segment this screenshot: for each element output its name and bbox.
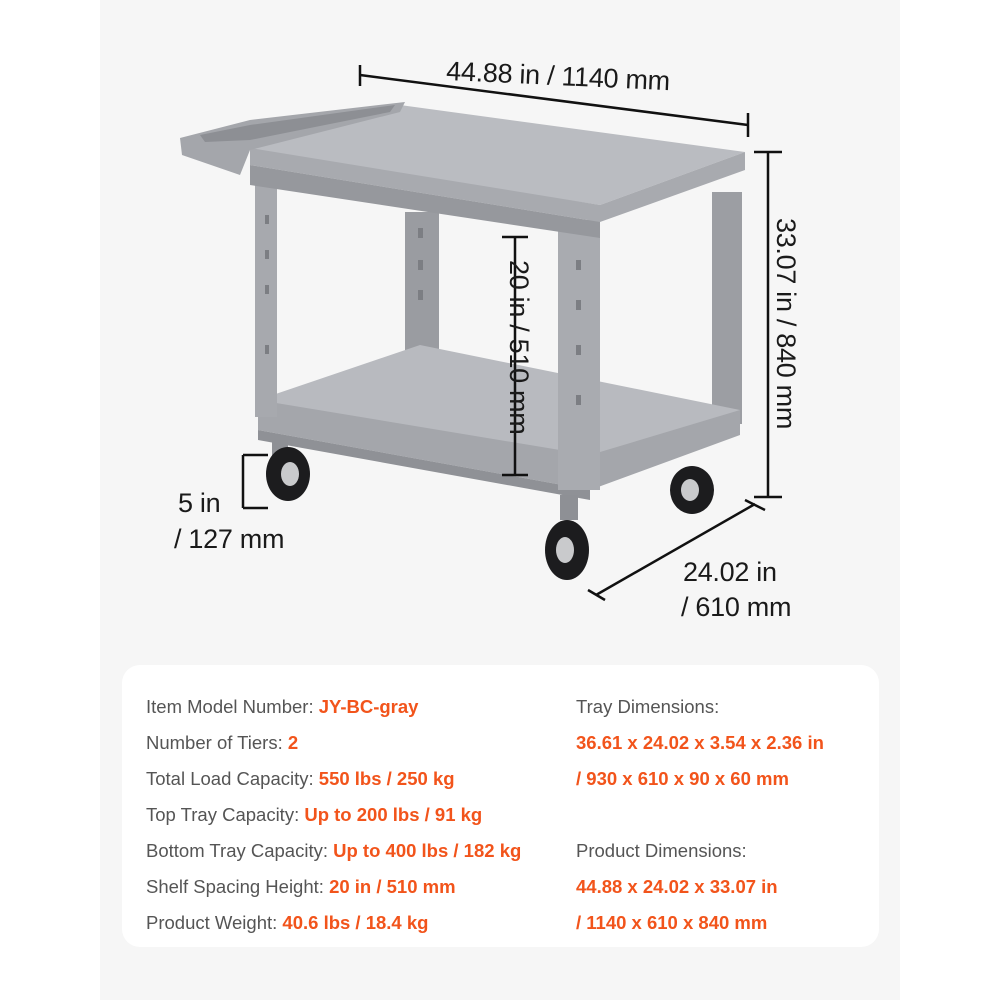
spec-shelf-spacing	[146, 876, 456, 898]
spec-tray-dimensions-line2: / 930 x 610 x 90 x 60 mm	[576, 768, 789, 789]
spec-tiers-value: 2	[287, 732, 299, 753]
spec-tray-dimensions-line1: 36.61 x 24.02 x 3.54 x 2.36 in	[576, 732, 824, 753]
spec-product-dimensions-line1: 44.88 x 24.02 x 33.07 in	[576, 876, 778, 897]
spec-model-value: JY-BC-gray	[318, 696, 419, 717]
spec-model-label: Item Model Number:	[146, 696, 314, 717]
spec-weight-label: Product Weight:	[146, 912, 278, 933]
depth-dimension-label-line2: / 610 mm	[681, 592, 792, 622]
spec-bottom-tray	[146, 840, 521, 862]
spec-shelf-spacing-label: Shelf Spacing Height:	[146, 876, 324, 897]
wheel-front-right	[545, 495, 589, 580]
depth-dimension-label-line1: 24.02 in	[683, 557, 777, 587]
wheel-dimension-label-line1: 5 in	[178, 488, 221, 518]
spec-top-tray-label: Top Tray Capacity:	[146, 804, 300, 825]
shelf-spacing-dimension-label: 20 in / 510 mm	[504, 260, 534, 435]
spec-total-load-label: Total Load Capacity:	[146, 768, 314, 789]
wheel-front-left	[266, 440, 310, 501]
spec-bottom-tray-label: Bottom Tray Capacity:	[146, 840, 328, 861]
wheel-dimension-label-line2: / 127 mm	[174, 524, 285, 554]
spec-weight	[146, 912, 428, 934]
height-dimension-label: 33.07 in / 840 mm	[771, 218, 801, 430]
rear-right-post	[712, 192, 742, 424]
width-dimension-label: 44.88 in / 1140 mm	[445, 56, 671, 97]
spec-top-tray-value: Up to 200 lbs / 91 kg	[304, 804, 483, 825]
spec-shelf-spacing-value: 20 in / 510 mm	[329, 876, 456, 897]
spec-product-dimensions-label: Product Dimensions:	[576, 840, 747, 861]
spec-tray-dimensions-label: Tray Dimensions:	[576, 696, 720, 717]
spec-total-load-value: 550 lbs / 250 kg	[318, 768, 455, 789]
spec-tiers	[146, 732, 298, 754]
spec-product-dimensions-line2: / 1140 x 610 x 840 mm	[576, 912, 768, 933]
spec-weight-value: 40.6 lbs / 18.4 kg	[282, 912, 429, 933]
spec-tiers-label: Number of Tiers:	[146, 732, 283, 753]
spec-top-tray	[146, 804, 482, 826]
spec-bottom-tray-value: Up to 400 lbs / 182 kg	[333, 840, 522, 861]
spec-total-load	[146, 768, 455, 790]
wheel-rear-right	[670, 466, 714, 514]
spec-model	[146, 696, 418, 718]
